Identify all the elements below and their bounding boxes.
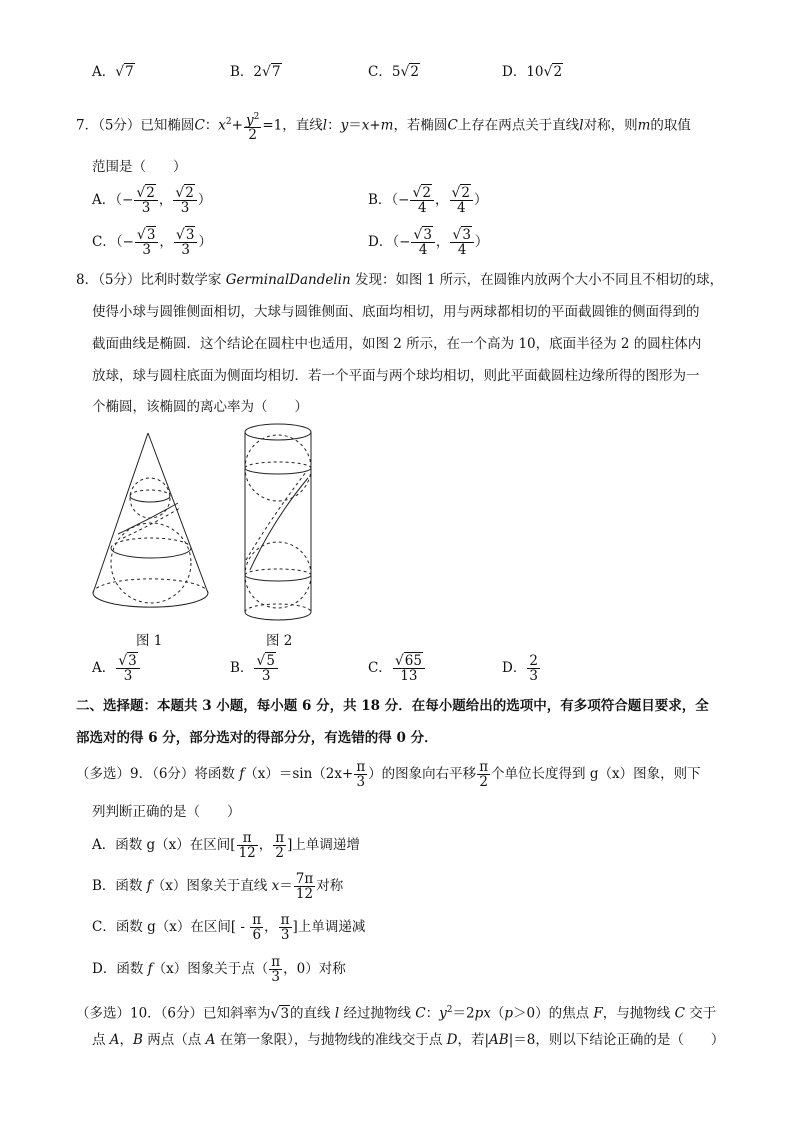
q8-option-b: B． $\frac{√5}{3}$ bbox=[230, 650, 279, 686]
q6-option-b: B．2√7 bbox=[230, 64, 281, 80]
q9-stem-line2: 列判断正确的是（ ） bbox=[92, 804, 241, 820]
q10-stem: （多选）10．（6分）已知斜率为√3的直线 l 经过抛物线 C：$y^2=2px(p>0)$的焦点 F，与抛物线 C 交于 bbox=[76, 1005, 717, 1022]
q9-option-c: C．函数 g（x）在区间[ - $\frac{\pi}{6}$ ， $\frac{\pi}{3}$ ]上单调递减 bbox=[92, 912, 366, 943]
q8-line4: 放球，球与圆柱底面为侧面均相切．若一个平面与两个球均相切，则此平面截圆柱边缘所得的图形为一 bbox=[92, 368, 700, 384]
q8-option-a: A． $\frac{√3}{3}$ bbox=[92, 650, 141, 686]
section2-heading-line1: 二、选择题：本题共 3 小题，每小题 6 分，共 18 分．在每小题给出的选项中，有多项符合题目要求，全 bbox=[76, 698, 709, 714]
q8-option-d: D． $\frac{2}{3}$ bbox=[502, 653, 538, 684]
section2-heading-line2: 部选对的得 6 分，部分选对的得部分分，有选错的得 0 分． bbox=[76, 730, 438, 746]
q8-line1: 8．（5分）比利时数学家 GerminalDandelin 发现：如图 1 所示，在圆锥内放两个大小不同且不相切的球， bbox=[76, 272, 724, 288]
q7-option-b: B．（− $\frac{√2}{4}$ ， $\frac{√2}{4}$ ） bbox=[368, 185, 488, 216]
q7-option-d: D．（− $\frac{√3}{4}$ ， $\frac{√3}{4}$ ） bbox=[368, 227, 489, 258]
q7-stem-line2: 范围是（ ） bbox=[92, 159, 187, 175]
q8-line5: 个椭圆，该椭圆的离心率为（ ） bbox=[92, 399, 308, 415]
q9-stem: （多选）9．（6分）将函数 f（x）＝sin（2x+ $\frac{\pi}{3}$ ）的图象向右平移 $\frac{\pi}{2}$ 个单位长度得到 g（x）图象，则下 bbox=[76, 759, 701, 790]
figure-cylinder bbox=[238, 420, 318, 625]
figure2-caption: 图 2 bbox=[266, 633, 293, 649]
q8-line2: 使得小球与圆锥侧面相切，大球与圆锥侧面、底面均相切，用与两球都相切的平面截圆锥的侧面得到的 bbox=[92, 304, 700, 320]
q7-stem: 7．（5分）已知椭圆C：$x^2+$ $\frac{y^2}{2}$ =1，直线l：y＝x+m，若椭圆C上存在两点关于直线l对称，则m的取值 bbox=[76, 111, 691, 144]
q6-option-d: D．10√2 bbox=[502, 64, 563, 80]
figure-cone bbox=[88, 428, 218, 628]
figure1-caption: 图 1 bbox=[136, 633, 163, 649]
q9-option-b: B．函数 f（x）图象关于直线 x＝ $\frac{7\pi}{12}$ 对称 bbox=[92, 871, 344, 902]
q10-stem-line2: 点 A，B 两点（点 A 在第一象限），与抛物线的准线交于点 D，若|AB|＝8，则以下结论正确的是（ ） bbox=[92, 1032, 725, 1048]
q9-option-a: A．函数 g（x）在区间[ $\frac{\pi}{12}$ ， $\frac{\pi}{2}$ ]上单调递增 bbox=[92, 830, 360, 861]
q9-option-d: D．函数 f（x）图象关于点（ $\frac{\pi}{3}$ ，0）对称 bbox=[92, 954, 346, 985]
q6-option-a: A．√7 bbox=[92, 64, 134, 80]
q8-option-c: C． $\frac{√65}{13}$ bbox=[368, 650, 426, 686]
q7-option-a: A．（− $\frac{√2}{3}$ ， $\frac{√2}{3}$ ） bbox=[92, 185, 212, 216]
q8-line3: 截面曲线是椭圆．这个结论在圆柱中也适用，如图 2 所示，在一个高为 10，底面半径为 2 的圆柱体内 bbox=[92, 336, 702, 352]
q6-option-c: C．5√2 bbox=[368, 64, 419, 80]
q7-option-c: C．（− $\frac{√3}{3}$ ， $\frac{√3}{3}$ ） bbox=[92, 227, 212, 258]
